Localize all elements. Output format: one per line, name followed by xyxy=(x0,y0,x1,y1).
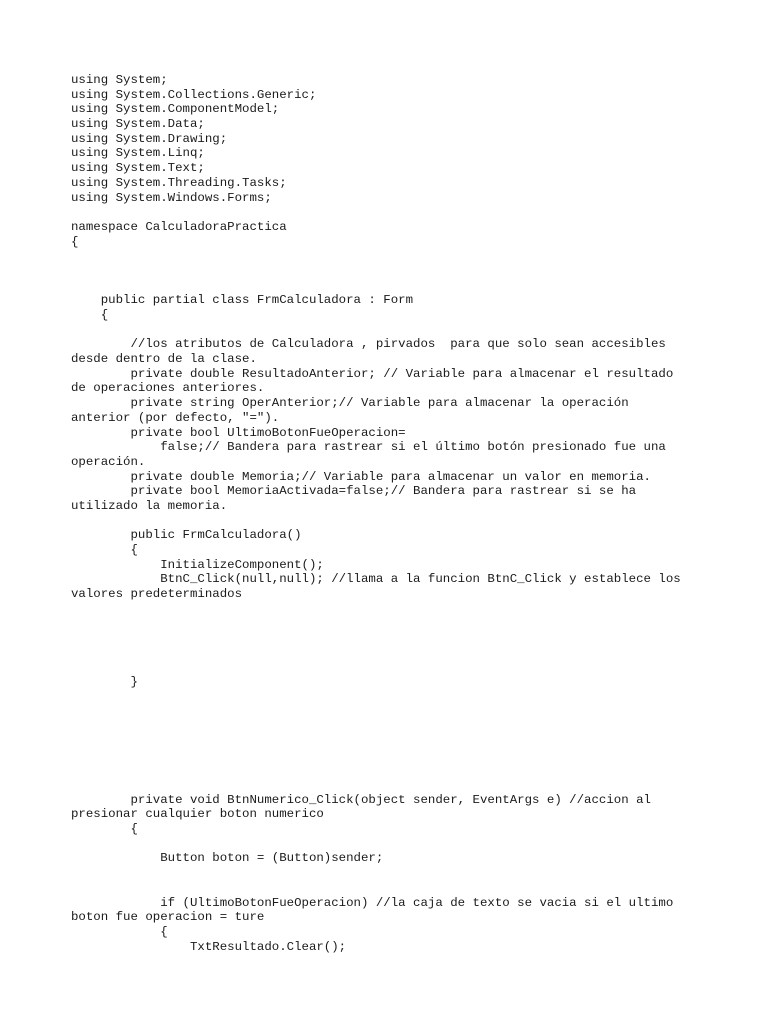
code-line: { xyxy=(71,822,138,837)
code-line: presionar cualquier boton numerico xyxy=(71,807,324,822)
code-line xyxy=(71,661,711,676)
code-line: private string OperAnterior;// Variable para almacenar la operación xyxy=(71,396,629,411)
code-line xyxy=(71,514,711,529)
code-line: operación. xyxy=(71,454,146,469)
code-line: private double ResultadoAnterior; // Variable para almacenar el resultado xyxy=(71,366,674,381)
code-line xyxy=(71,249,711,264)
code-line: utilizado la memoria. xyxy=(71,498,228,513)
code-line xyxy=(71,323,711,338)
code-line: TxtResultado.Clear(); xyxy=(71,939,347,954)
code-line: using System.Threading.Tasks; xyxy=(71,175,287,190)
code-line xyxy=(71,719,711,734)
code-line: using System.ComponentModel; xyxy=(71,102,280,117)
code-line xyxy=(71,279,711,294)
code-line: { xyxy=(71,924,168,939)
code-line: using System.Collections.Generic; xyxy=(71,87,317,102)
code-line xyxy=(71,749,711,764)
code-line: using System.Drawing; xyxy=(71,131,228,146)
code-line: boton fue operacion = ture xyxy=(71,910,265,925)
code-line: de operaciones anteriores. xyxy=(71,381,265,396)
code-line: anterior (por defecto, "="). xyxy=(71,410,280,425)
code-line: { xyxy=(71,234,79,249)
code-line: using System.Windows.Forms; xyxy=(71,190,272,205)
code-line: valores predeterminados xyxy=(71,587,243,602)
code-line: Button boton = (Button)sender; xyxy=(71,851,384,866)
code-line: using System.Text; xyxy=(71,161,205,176)
code-line: } xyxy=(71,675,138,690)
code-line xyxy=(71,837,711,852)
code-line xyxy=(71,763,711,778)
code-line xyxy=(71,734,711,749)
code-line: using System.Data; xyxy=(71,117,205,132)
code-line: using System.Linq; xyxy=(71,146,205,161)
code-line: using System; xyxy=(71,73,168,87)
code-line xyxy=(71,705,711,720)
code-line xyxy=(71,646,711,661)
code-line: public partial class FrmCalculadora : Form xyxy=(71,293,414,308)
code-line: InitializeComponent(); xyxy=(71,557,324,572)
code-line: { xyxy=(71,543,138,557)
code-line: public FrmCalculadora() xyxy=(71,528,302,543)
code-line: desde dentro de la clase. xyxy=(71,352,257,367)
code-line: private void BtnNumerico_Click(object sender, EventArgs e) //accion al xyxy=(71,792,651,807)
code-line xyxy=(71,264,711,279)
code-line: private bool UltimoBotonFueOperacion= xyxy=(71,425,406,440)
code-listing xyxy=(71,73,711,954)
code-line xyxy=(71,866,711,881)
code-line xyxy=(71,205,711,220)
code-line: private bool MemoriaActivada=false;// Bandera para rastrear si se ha xyxy=(71,484,637,499)
code-line xyxy=(71,690,711,705)
code-line: BtnC_Click(null,null); //llama a la funcion BtnC_Click y establece los xyxy=(71,572,681,587)
code-line: //los atributos de Calculadora , pirvados para que solo sean accesibles xyxy=(71,337,666,352)
code-line: false;// Bandera para rastrear si el último botón presionado fue una xyxy=(71,440,666,455)
code-line xyxy=(71,881,711,896)
code-line xyxy=(71,778,711,793)
code-line xyxy=(71,602,711,617)
code-line: if (UltimoBotonFueOperacion) //la caja de texto se vacia si el ultimo xyxy=(71,895,674,910)
code-line xyxy=(71,616,711,631)
code-line xyxy=(71,631,711,646)
code-line: private double Memoria;// Variable para almacenar un valor en memoria. xyxy=(71,469,651,484)
code-line: namespace CalculadoraPractica xyxy=(71,219,287,234)
code-line: { xyxy=(71,308,109,322)
